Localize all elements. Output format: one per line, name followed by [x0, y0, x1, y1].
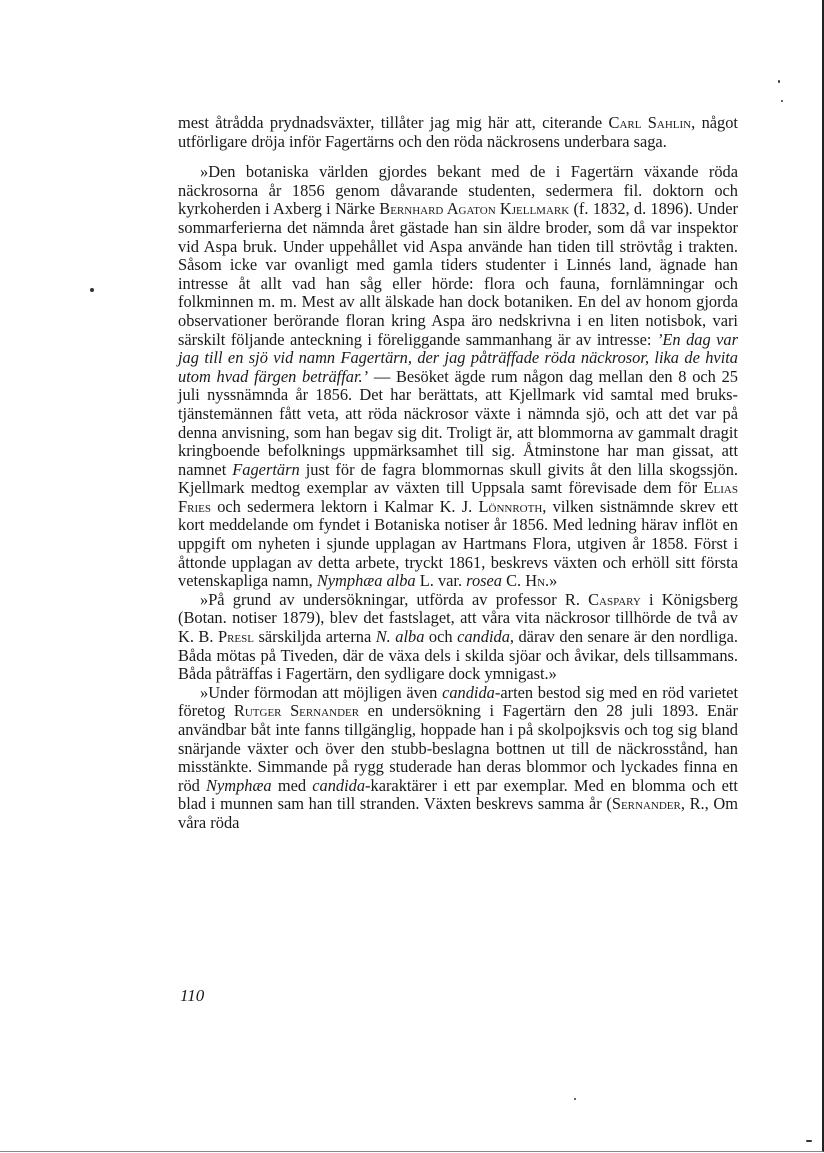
text-run: (f. 1832, d. 1896). Under sommarferierna det nämnda året gästade han sin äldre broder, som då var inspektor vid Aspa bruk. Under uppehållet vid Aspa använde han tiden till strövtåg i trakten. Såsom icke var ovanligt med gamla tiders studenter i Linnés land, ägnade han intresse åt allt vad han såg eller hörde: flora och fauna, fornlämningar och folkminnen m. m. Mest av allt älskade han dock botaniken. En del av honom gjorda observationer berörande floran kring Aspa äro nedskrivna i en liten notisbok, vari särskilt följande anteckning i föreliggande sammanhang är av intresse: — [178, 199, 738, 349]
scan-speck — [806, 1140, 812, 1142]
paragraph — [178, 684, 738, 833]
text-run: .» — [545, 571, 558, 591]
scan-speck — [574, 1098, 576, 1100]
scan-speck — [781, 100, 783, 102]
person-name: Presl — [217, 627, 254, 647]
text-run: L. var. — [415, 571, 467, 591]
italic-text: candida — [312, 775, 366, 795]
text-run: »Den botaniska världen gjordes bekant med de i Fagertärn växande röda näckrosorna år 1856 genom dåvarande studenten, sedermera fil. doktorn och kyrkoherden i Axberg i Närke — [178, 162, 738, 219]
text-run: mest åtrådda prydnadsväxter, tillåter jag mig här att, citerande — [178, 113, 609, 132]
person-name: Lönnroth — [478, 496, 543, 516]
italic-text: candida — [457, 627, 510, 647]
person-name: Elias Fries — [178, 478, 738, 516]
italic-text: ’En dag var jag till en sjö vid namn Fagertärn, der jag påträffade röda näckrosor, lika de hvita utom hvad färgen beträffar.’ — [178, 329, 739, 386]
page-number: 110 — [180, 986, 205, 1005]
text-run: och — [424, 627, 458, 647]
paragraph — [178, 114, 738, 151]
text-run: -karaktärer i ett par exemplar. Med en blomma och ett blad i munnen sam han till stranden. Växten beskrevs samma år ( — [178, 775, 738, 814]
person-name: Rutger Sernander — [233, 701, 360, 721]
italic-text: candida — [442, 682, 495, 702]
text-run: , därav den senare är den nordliga. Båda mötas på Tiveden, där de växa dels i skilda sjöar och åvikar, dels tillsammans. Båda påträffas i Fagertärn, den sydligare dock ymnigast.» — [178, 627, 738, 684]
italic-text: Fagertärn — [232, 459, 300, 479]
text-run: särskiljda arterna — [253, 627, 376, 647]
italic-text: rosea — [466, 571, 502, 591]
person-name: Caspary — [588, 589, 641, 609]
person-name: Carl Sahlin — [608, 113, 692, 132]
text-run: -arten bestod sig med en röd varietet företog — [178, 682, 738, 721]
text-run: , vilken sistnämnde skrev ett kort meddelande om fyndet i Botaniska notiser år 1856. Med ledning härav inflöt en uppgift om nyheten i sjunde upplagan av Hartmans Flora, utgiven år 1858. Först i åttonde upplagan av detta arbete, tryckt 1861, beskrevs växten och erhöll sitt första vetenskapliga namn, — [178, 496, 738, 591]
text-run: , R., Om våra röda — [178, 794, 738, 832]
paragraph — [178, 591, 738, 684]
person-name: Sernander — [611, 794, 681, 814]
text-run: C. — [502, 571, 526, 591]
text-run: i Königsberg (Botan. notiser 1879), blev det fastslaget, att våra vita näckrosor tillhörde de två av K. B. — [178, 589, 738, 647]
italic-text: N. alba — [375, 627, 425, 647]
text-run: — Besöket ägde rum någon dag mellan den 8 och 25 juli nyssnämnda år 1856. Det har berättats, att Kjellmark vid samtal med brukstjänstemännen fått veta, att röda näckrosor växte i nämnda sjö, och att det var på denna anvisning, som han begav sig dit. Troligt är, att blommorna av gammalt dragit kringboende befolknings uppmärksamhet till sig. Åtminstone har man gissat, att namnet — [178, 366, 739, 479]
text-run: en undersökning i Fagertärn den 28 juli 1893. Enär användbar båt inte fanns tillgänglig, hoppade han i på skolpojksvis och tog sig bland snärjande växter och över den stubb-beslagna bottnen ut till de näckrosstånd, han misstänkte. Simmande på rygg studerade han deras blommor och lyckades finna en röd — [178, 701, 738, 795]
italic-text: Nymphæa alba — [316, 571, 416, 591]
text-run: , något utförligare dröja inför Fagertärns och den röda näckrosens underbara saga. — [178, 113, 738, 151]
scan-speck — [90, 288, 94, 292]
paragraph — [178, 163, 738, 591]
person-name: Bernhard Agaton Kjellmark — [379, 199, 570, 219]
text-run: med — [271, 775, 313, 795]
italic-text: Nymphæa — [206, 775, 272, 795]
text-run: och sedermera lektorn i Kalmar K. J. — [210, 496, 479, 516]
person-name: Hn — [525, 571, 546, 591]
text-run: »På grund av undersökningar, utförda av professor R. — [200, 589, 589, 609]
text-run: just för de fagra blommornas skull givits åt den lilla skogssjön. Kjellmark medtog exemplar av växten till Uppsala samt förevisade dem för — [178, 459, 738, 498]
scan-speck — [778, 80, 780, 83]
text-run: »Under förmodan att möjligen även — [200, 682, 443, 702]
body-text — [178, 114, 738, 833]
